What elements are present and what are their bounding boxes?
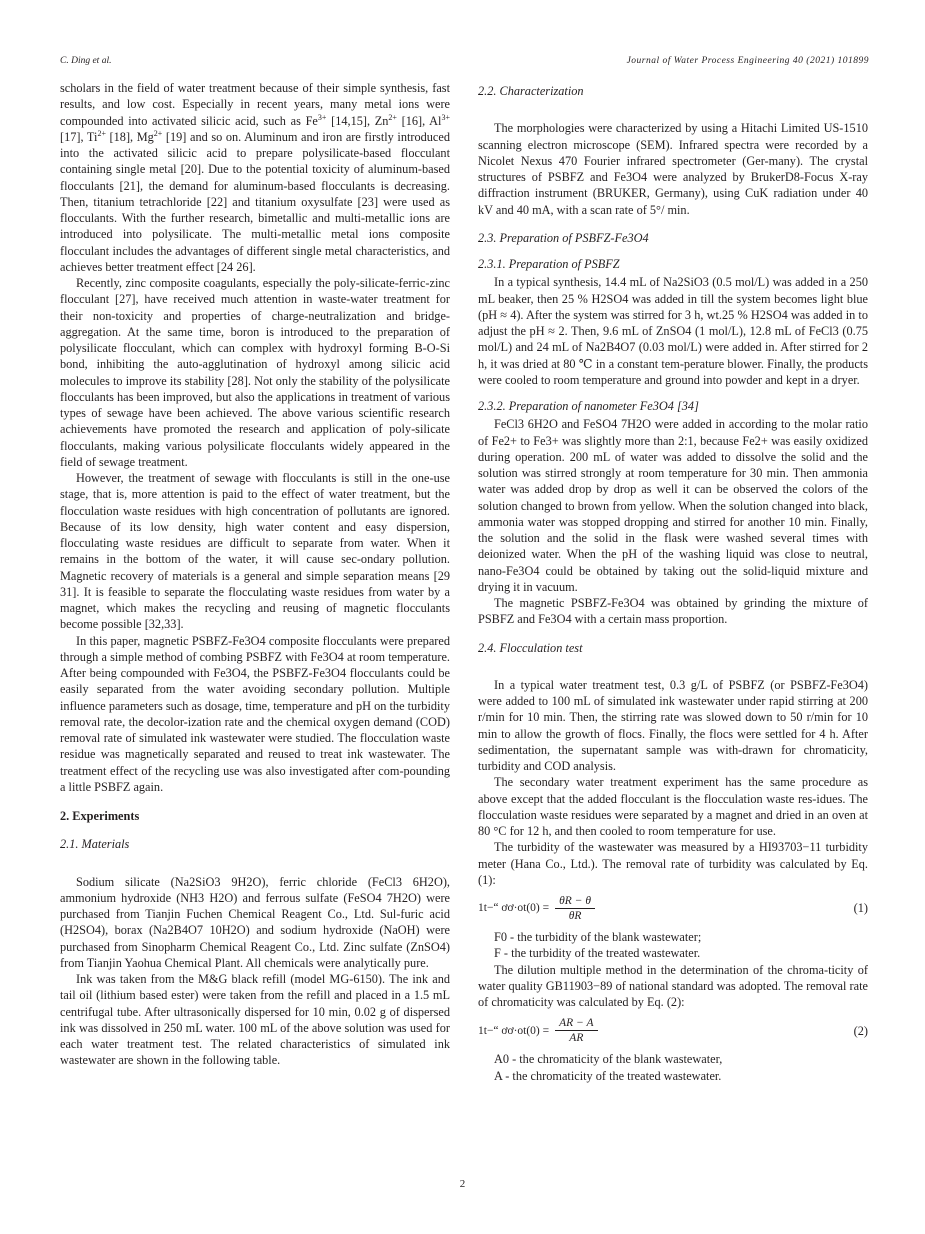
paragraph-intro-metal-ions: scholars in the field of water treatment because of their simple synthesis, fast results, and low cost. Especially in recent years, many metal ions were compounded into activated silicic acid, such as $Fe^{3+}$ [14,15], $Zn^{2+}$ [16], $Al^{3+}$ [17], $Ti^{2+}$ [18], $Mg^{2+}$ [19] and so on. Aluminum and iron are firstly introduced into the activated silicic acid to prepare polysilicate-based flocculant containing single metal [20]. Due to the potential toxicity of aluminum-based flocculants [21], the demand for aluminum-based flocculants is decreasing. Then, titanium tetrachloride [22] and titanium oxysulfate [23] were used as flocculants. With the further research, bimetallic and multi-metallic ions are introduced into polysilicate. The multi-metallic metal ions composite flocculant includes the advantages of different single metal characteristics, and achieves better treatment effect [24 26]. bbox=[60, 81, 450, 274]
left-column bbox=[60, 80, 450, 1069]
paragraph-characterization: The morphologies were characterized by using a Hitachi Limited US-1510 scanning electron microscope (SEM). Infrared spectra were recorded by a Nicolet Nexus 470 Fourier infrared spectrometer (Ger-many). The crystal structures of PSBFZ and Fe3O4 were analyzed by BrukerD8-Focus X-ray diffraction instrument (BRUKER, Germany), using CuK radiation under 40 kV and 40 mA, with a scan rate of 5°/ min. bbox=[478, 121, 868, 217]
equation-1-numerator: θR − θ bbox=[555, 894, 595, 909]
definition-f0: F0 - the turbidity of the blank wastewater; bbox=[493, 930, 702, 944]
equation-2-number: (2) bbox=[853, 1023, 868, 1038]
paragraph-water-treatment-test: In a typical water treatment test, 0.3 g/L of PSBFZ (or PSBFZ-Fe3O4) were added to 100 mL of simulated ink wastewater under rapid stirring at 200 r/min for 10 min. Then, the stirring rate was slowed down to 50 r/min for 10 min to allow the growth of flocs. Finally, the flocs were settled for 4 h. After sedimentation, the supernatant sample was with-drawn for chromaticity, turbidity and COD analysis. bbox=[478, 677, 868, 773]
definition-f: F - the turbidity of the treated wastewater. bbox=[493, 946, 701, 961]
equation-2-denominator: AR bbox=[569, 1032, 584, 1045]
subsection-heading-preparation: 2.3. Preparation of PSBFZ-Fe3O4 bbox=[478, 230, 649, 245]
equation-1-lhs: 1t−“ ơơ·ot(0) bbox=[478, 902, 540, 915]
subsubsection-heading-fe3o4: 2.3.2. Preparation of nanometer Fe3O4 [34] bbox=[478, 399, 699, 413]
running-header-journal: Journal of Water Process Engineering 40 (2021) 101899 bbox=[626, 56, 869, 66]
equation-2: 1t−“ ơơ·ot(0) = $\frac{AR - A}{AR}$ (2) bbox=[478, 1017, 868, 1045]
paragraph-this-paper: In this paper, magnetic PSBFZ-Fe3O4 composite flocculants were prepared through a simple method of combing PSBFZ with Fe3O4 at room temperature. After being compounded with Fe3O4, the PSBFZ-Fe3O4 flocculants could be easily separated from the water avoiding secondary pollution. Multiple influence parameters such as dosage, time, temperature and pH on the turbidity removal rate, the decolor-ization rate and the chemical oxygen demand (COD) removal rate of simulated ink wastewater were studied. The flocculation waste residue was magnetically separated and reused to treat ink wastewater. The treatment effect of the recycling use was also investigated after com-pounding a little PSBFZ again. bbox=[60, 633, 450, 794]
paragraph-turbidity: The turbidity of the wastewater was measured by a HI93703−11 turbidity meter (Hana Co., Ltd.). The removal rate of turbidity was calculated by Eq. (1): bbox=[478, 840, 868, 887]
subsubsection-heading-psbfz: 2.3.1. Preparation of PSBFZ bbox=[478, 257, 620, 271]
paragraph-chromaticity: The dilution multiple method in the determination of the chroma-ticity of water quality GB11903−89 of national standard was adopted. The removal rate of chromaticity was calculated by Eq. (2): bbox=[478, 962, 868, 1009]
paragraph-materials: Sodium silicate (Na2SiO3 9H2O), ferric chloride (FeCl3 6H2O), ammonium hydroxide (NH3 H2O) and ferrous sulfate (FeSO4 7H2O) were purchased from Tianjin Fuchen Chemical Reagent Co., Ltd. Sul-furic acid (H2SO4), borax (Na2B4O7 10H2O) and sodium hydroxide (NaOH) were purchased from Sinopharm Chemical Reagent Co., Ltd. Zinc sulfate (ZnSO4) from Tianjin Yaohua Chemical Plant. All chemicals were analytically pure. bbox=[60, 874, 450, 970]
right-column bbox=[478, 80, 868, 1084]
page-number: 2 bbox=[459, 1178, 466, 1190]
running-header-authors: C. Ding et al. bbox=[60, 56, 112, 66]
paragraph-ink: Ink was taken from the M&G black refill (model MG-6150). The ink and tail oil (lithium based ester) were taken from the refill and placed in a 1.5 mL centrifugal tube. After ultrasonically dispersed for 10 min, 0.02 g of dispersed ink was dissolved in 250 mL water. 100 mL of the above solution was used for each water treatment test. The related characteristics of simulated ink wastewater are shown in the following table. bbox=[60, 972, 450, 1068]
subsection-heading-materials: 2.1. Materials bbox=[60, 837, 130, 852]
definition-a: A - the chromaticity of the treated wastewater. bbox=[493, 1068, 722, 1083]
subsection-heading-characterization: 2.2. Characterization bbox=[478, 84, 584, 98]
paragraph-zinc-coagulants: Recently, zinc composite coagulants, especially the poly-silicate-ferric-zinc flocculant [27], have received much attention in waste-water treatment for their non-toxicity and properties of charge-neutralization and bridge-aggregation. At the same time, boron is introduced to the preparation of polysilicate flocculant, which can complex with hydroxyl forming B-O-Si bond, inhibiting the auto-agglutination of hydroxyl among silicic acid molecules to improve its stability [28]. Not only the stability of the polysilicate flocculants has been improved, but also the applications in treatment of various types of sewage have been achieved. The above various scientific research achievements have promoted the research and application of poly-silicate flocculants, making various polysilicate flocculants widely appeared in the field of sewage treatment. bbox=[60, 276, 450, 469]
equation-2-numerator: AR − A bbox=[555, 1016, 597, 1031]
definition-a0: A0 - the chromaticity of the blank wastewater, bbox=[493, 1052, 723, 1067]
paragraph-fe3o4-synthesis: FeCl3 6H2O and FeSO4 7H2O were added in according to the molar ratio of Fe2+ to Fe3+ was slightly more than 2:1, because Fe2+ was easily oxidized during operation. 200 mL of water was added to dissolve the solid and the solution was stirred strongly at room temperature for 30 min. Then ammonia water was added drop by drop as well it can be observed the colors of the solution changed to brown from yellow. When the solution changed into black, ammonia water was stopped dropping and stirred for another 10 min. Finally, the solution and the solid in the flask were washed several times with deionized water. When the pH of the washing liquid was close to neutral, nano-Fe3O4 could be obtained by taking out the solid-liquid mixture and drying it in vacuum. bbox=[478, 417, 868, 594]
paragraph-sewage-treatment: However, the treatment of sewage with flocculants is still in the one-use stage, that is, more attention is paid to the effect of water treatment, but the flocculation waste residues with high concentration of pollutants are ignored. Because of its low density, high water content and easy dispersion, flocculating waste residues are difficult to separate from water. When it remains in the bottom of the water, it will cause sec-ondary pollution. Magnetic recovery of materials is a general and simple separation means [29 31]. It is feasible to separate the flocculating waste residues from water by a magnet, which makes the recycling and reusing of magnetic flocculants become possible [32,33]. bbox=[60, 471, 450, 632]
paragraph-secondary-treatment: The secondary water treatment experiment has the same procedure as above except that the added flocculant is the flocculation waste res-idues. The flocculation waste residues were separated by a magnet and dried in an oven at 80 °C for 12 h, and then cooled to room temperature for use. bbox=[478, 775, 868, 838]
subsection-heading-flocculation-test: 2.4. Flocculation test bbox=[478, 640, 583, 655]
paragraph-magnetic-psbfz: The magnetic PSBFZ-Fe3O4 was obtained by grinding the mixture of PSBFZ and Fe3O4 with a certain mass proportion. bbox=[478, 596, 868, 627]
equation-1-denominator: θR bbox=[568, 910, 582, 922]
equation-1-number: (1) bbox=[853, 901, 868, 916]
section-heading-experiments: 2. Experiments bbox=[60, 809, 140, 823]
paragraph-psbfz-synthesis: In a typical synthesis, 14.4 mL of Na2SiO3 (0.5 mol/L) was added in a 250 mL beaker, then 25 % H2SO4 was added in till the system becomes light blue (pH ≈ 4). After the system was stirred for 3 h, wt.25 % H2SO4 was added in to adjust the pH ≈ 2. Then, 9.6 mL of ZnSO4 (1 mol/L), 12.8 mL of FeCl3 (0.75 mol/L) and 24 mL of Na2B4O7 (0.03 mol/L) were added in. After stirred for 2 h, it was dried at 80 ℃ in a constant tem-perature blower. Finally, the products were cooled to room temperature and ground into powder and kept in a dryer. bbox=[478, 275, 868, 387]
equation-2-lhs: 1t−“ ơơ·ot(0) bbox=[478, 1024, 540, 1037]
equation-1: 1t−“ ơơ·ot(0) = $\frac{\theta R - \theta}{\theta R}$ (1) bbox=[478, 895, 868, 922]
